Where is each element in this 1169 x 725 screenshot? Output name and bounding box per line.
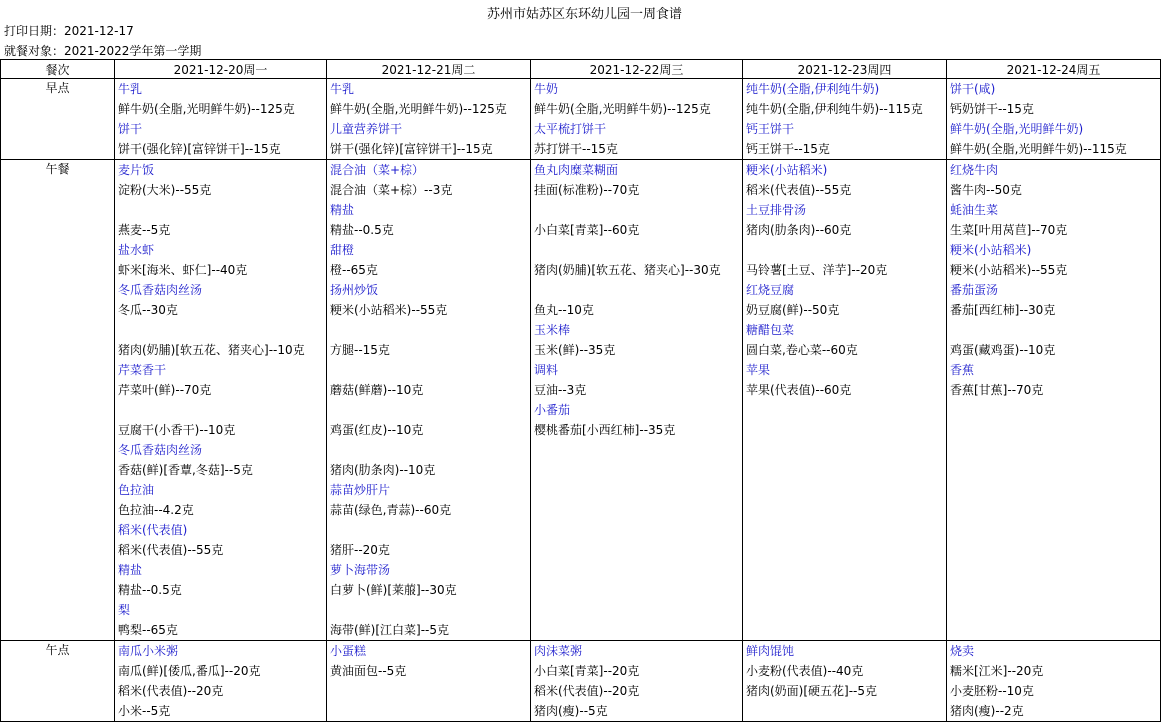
dish-name: 小蛋糕 (330, 644, 367, 658)
dish-name: 番茄蛋汤 (950, 283, 999, 297)
dish-name: 烧卖 (950, 644, 975, 658)
ingredient-line: 糯米[江米]--20克 (950, 664, 1044, 678)
ingredient-line: 豆腐干(小香干)--10克 (118, 423, 236, 437)
ingredient-line (531, 200, 742, 220)
dish-name: 精盐 (118, 563, 143, 577)
dish-name: 麦片饭 (118, 163, 155, 177)
ingredient-line (327, 600, 530, 620)
dish-name: 太平梳打饼干 (534, 122, 607, 136)
dish-name: 苹果 (746, 363, 771, 377)
day-cell (743, 160, 947, 641)
day-cell (115, 79, 327, 160)
ingredient-line: 色拉油--4.2克 (118, 503, 194, 517)
day-cell (327, 79, 531, 160)
day-cell (743, 641, 947, 722)
dish-name: 梨 (118, 603, 131, 617)
ingredient-line: 豆油--3克 (534, 383, 587, 397)
ingredient-line: 白萝卜(鲜)[莱菔]--30克 (330, 583, 457, 597)
dish-name: 盐水虾 (118, 243, 155, 257)
meal-label: 早点 (1, 79, 115, 160)
dish-name: 饼干(咸) (950, 82, 996, 96)
day-cell (947, 641, 1161, 722)
print-date: 打印日期：2021-12-17 (4, 24, 134, 38)
ingredient-line: 鲜牛奶(全脂,光明鲜牛奶)--125克 (330, 102, 507, 116)
ingredient-line: 蒜苗(绿色,青蒜)--60克 (330, 503, 452, 517)
dish-name: 冬瓜香菇肉丝汤 (118, 443, 203, 457)
ingredient-line: 苏打饼干--15克 (534, 142, 618, 156)
day-cell (531, 641, 743, 722)
ingredient-line: 鸡蛋(藏鸡蛋)--10克 (950, 343, 1056, 357)
day-cell (327, 641, 531, 722)
dish-name: 玉米棒 (534, 323, 571, 337)
dish-name: 牛乳 (330, 82, 355, 96)
ingredient-line: 马铃薯[土豆、洋芋]--20克 (746, 263, 888, 277)
ingredient-line (327, 520, 530, 540)
dining-target: 就餐对象：2021-2022学年第一学期 (4, 44, 202, 58)
ingredient-line: 燕麦--5克 (118, 223, 171, 237)
page-title: 苏州市姑苏区东环幼儿园一周食谱 (486, 7, 682, 22)
weekly-menu-table (0, 59, 1161, 722)
ingredient-line: 虾米[海米、虾仁]--40克 (118, 263, 248, 277)
ingredient-line: 猪肉(奶脯)[软五花、猪夹心]--10克 (118, 343, 305, 357)
ingredient-line: 酱牛肉--50克 (950, 183, 1022, 197)
ingredient-line: 猪肉(瘦)--2克 (950, 704, 1024, 718)
ingredient-line: 钙奶饼干--15克 (950, 102, 1034, 116)
dish-name: 红烧牛肉 (950, 163, 999, 177)
ingredient-line: 玉米(鲜)--35克 (534, 343, 616, 357)
ingredient-line: 稻米(代表值)--55克 (118, 543, 224, 557)
dish-name: 饼干 (118, 122, 143, 136)
ingredient-line: 香蕉[甘蕉]--70克 (950, 383, 1044, 397)
ingredient-line: 蘑菇(鲜蘑)--10克 (330, 383, 424, 397)
ingredient-line (743, 240, 946, 260)
ingredient-line: 稻米(代表值)--20克 (118, 684, 224, 698)
ingredient-line: 稻米(代表值)--20克 (534, 684, 640, 698)
ingredient-line: 纯牛奶(全脂,伊利纯牛奶)--115克 (746, 102, 923, 116)
dish-name: 冬瓜香菇肉丝汤 (118, 283, 203, 297)
ingredient-line: 鸡蛋(红皮)--10克 (330, 423, 424, 437)
ingredient-line: 猪肝--20克 (330, 543, 390, 557)
ingredient-line: 精盐--0.5克 (118, 583, 182, 597)
header-meal: 餐次 (1, 60, 115, 79)
dish-name: 鲜牛奶(全脂,光明鲜牛奶) (950, 122, 1084, 136)
dish-name: 鲜肉馄饨 (746, 644, 795, 658)
ingredient-line: 冬瓜--30克 (118, 303, 178, 317)
ingredient-line: 猪肉(肋条肉)--10克 (330, 463, 436, 477)
header-day: 2021-12-23周四 (743, 60, 947, 79)
ingredient-line: 淀粉(大米)--55克 (118, 183, 212, 197)
header-row (1, 60, 1161, 79)
meal-label: 午餐 (1, 160, 115, 641)
day-cell (531, 160, 743, 641)
dish-name: 牛乳 (118, 82, 143, 96)
ingredient-line (531, 280, 742, 300)
ingredient-line: 苹果(代表值)--60克 (746, 383, 852, 397)
dish-name: 精盐 (330, 203, 355, 217)
ingredient-line (531, 240, 742, 260)
ingredient-line: 混合油（菜+棕）--3克 (330, 183, 453, 197)
ingredient-line: 黄油面包--5克 (330, 664, 407, 678)
ingredient-line (327, 400, 530, 420)
ingredient-line: 南瓜(鲜)[倭瓜,番瓜]--20克 (118, 664, 261, 678)
dish-name: 甜橙 (330, 243, 355, 257)
dish-name: 鱼丸肉糜菜糊面 (534, 163, 619, 177)
dish-name: 小番茄 (534, 403, 571, 417)
dish-name: 土豆排骨汤 (746, 203, 807, 217)
ingredient-line: 芹菜叶(鲜)--70克 (118, 383, 212, 397)
dish-name: 扬州炒饭 (330, 283, 379, 297)
dish-name: 儿童营养饼干 (330, 122, 403, 136)
ingredient-line: 海带(鲜)[江白菜]--5克 (330, 623, 450, 637)
dish-name: 萝卜海带汤 (330, 563, 391, 577)
day-cell (947, 79, 1161, 160)
ingredient-line (327, 360, 530, 380)
ingredient-line (115, 200, 326, 220)
meal-row-breakfast (1, 79, 1161, 160)
header-day: 2021-12-21周二 (327, 60, 531, 79)
dish-name: 蚝油生菜 (950, 203, 999, 217)
day-cell (115, 160, 327, 641)
ingredient-line (327, 320, 530, 340)
day-cell (115, 641, 327, 722)
ingredient-line: 钙王饼干--15克 (746, 142, 830, 156)
ingredient-line: 鲜牛奶(全脂,光明鲜牛奶)--125克 (118, 102, 295, 116)
ingredient-line: 方腿--15克 (330, 343, 390, 357)
ingredient-line: 鱼丸--10克 (534, 303, 594, 317)
ingredient-line (115, 400, 326, 420)
dish-name: 牛奶 (534, 82, 559, 96)
ingredient-line: 小米--5克 (118, 704, 171, 718)
ingredient-line: 圆白菜,卷心菜--60克 (746, 343, 858, 357)
ingredient-line: 橙--65克 (330, 263, 378, 277)
ingredient-line: 小白菜[青菜]--60克 (534, 223, 640, 237)
dish-name: 色拉油 (118, 483, 155, 497)
header-day: 2021-12-24周五 (947, 60, 1161, 79)
day-cell (743, 79, 947, 160)
ingredient-line: 挂面(标准粉)--70克 (534, 183, 640, 197)
header-day: 2021-12-22周三 (531, 60, 743, 79)
header-day: 2021-12-20周一 (115, 60, 327, 79)
ingredient-line (115, 320, 326, 340)
ingredient-line: 鲜牛奶(全脂,光明鲜牛奶)--125克 (534, 102, 711, 116)
ingredient-line: 小麦胚粉--10克 (950, 684, 1034, 698)
ingredient-line: 饼干(强化锌)[富锌饼干]--15克 (118, 142, 281, 156)
ingredient-line: 樱桃番茄[小西红柿]--35克 (534, 423, 676, 437)
dish-name: 粳米(小站稻米) (746, 163, 828, 177)
day-cell (531, 79, 743, 160)
ingredient-line: 猪肉(奶面)[硬五花]--5克 (746, 684, 878, 698)
dish-name: 粳米(小站稻米) (950, 243, 1032, 257)
meal-row-afternoon-snack (1, 641, 1161, 722)
ingredient-line: 猪肉(奶脯)[软五花、猪夹心]--30克 (534, 263, 721, 277)
dish-name: 红烧豆腐 (746, 283, 795, 297)
ingredient-line: 香菇(鲜)[香蕈,冬菇]--5克 (118, 463, 253, 477)
ingredient-line (327, 440, 530, 460)
day-cell (947, 160, 1161, 641)
ingredient-line: 番茄[西红柿]--30克 (950, 303, 1056, 317)
ingredient-line: 小白菜[青菜]--20克 (534, 664, 640, 678)
dish-name: 稻米(代表值) (118, 523, 188, 537)
ingredient-line: 鲜牛奶(全脂,光明鲜牛奶)--115克 (950, 142, 1127, 156)
dish-name: 混合油（菜+棕） (330, 163, 425, 177)
dish-name: 蒜苗炒肝片 (330, 483, 391, 497)
ingredient-line: 猪肉(肋条肉)--60克 (746, 223, 852, 237)
dish-name: 香蕉 (950, 363, 975, 377)
ingredient-line: 小麦粉(代表值)--40克 (746, 664, 864, 678)
dish-name: 南瓜小米粥 (118, 644, 179, 658)
dish-name: 糖醋包菜 (746, 323, 795, 337)
ingredient-line: 生菜[叶用莴苣]--70克 (950, 223, 1068, 237)
ingredient-line: 鸭梨--65克 (118, 623, 178, 637)
ingredient-line: 奶豆腐(鲜)--50克 (746, 303, 840, 317)
day-cell (327, 160, 531, 641)
ingredient-line: 猪肉(瘦)--5克 (534, 704, 608, 718)
ingredient-line: 稻米(代表值)--55克 (746, 183, 852, 197)
meal-row-lunch (1, 160, 1161, 641)
ingredient-line: 粳米(小站稻米)--55克 (330, 303, 448, 317)
dish-name: 调料 (534, 363, 559, 377)
ingredient-line: 饼干(强化锌)[富锌饼干]--15克 (330, 142, 493, 156)
ingredient-line: 精盐--0.5克 (330, 223, 394, 237)
dish-name: 肉沫菜粥 (534, 644, 583, 658)
dish-name: 芹菜香干 (118, 363, 167, 377)
dish-name: 纯牛奶(全脂,伊利纯牛奶) (746, 82, 880, 96)
meal-label: 午点 (1, 641, 115, 722)
dish-name: 钙王饼干 (746, 122, 795, 136)
ingredient-line: 粳米(小站稻米)--55克 (950, 263, 1068, 277)
ingredient-line (947, 320, 1160, 340)
